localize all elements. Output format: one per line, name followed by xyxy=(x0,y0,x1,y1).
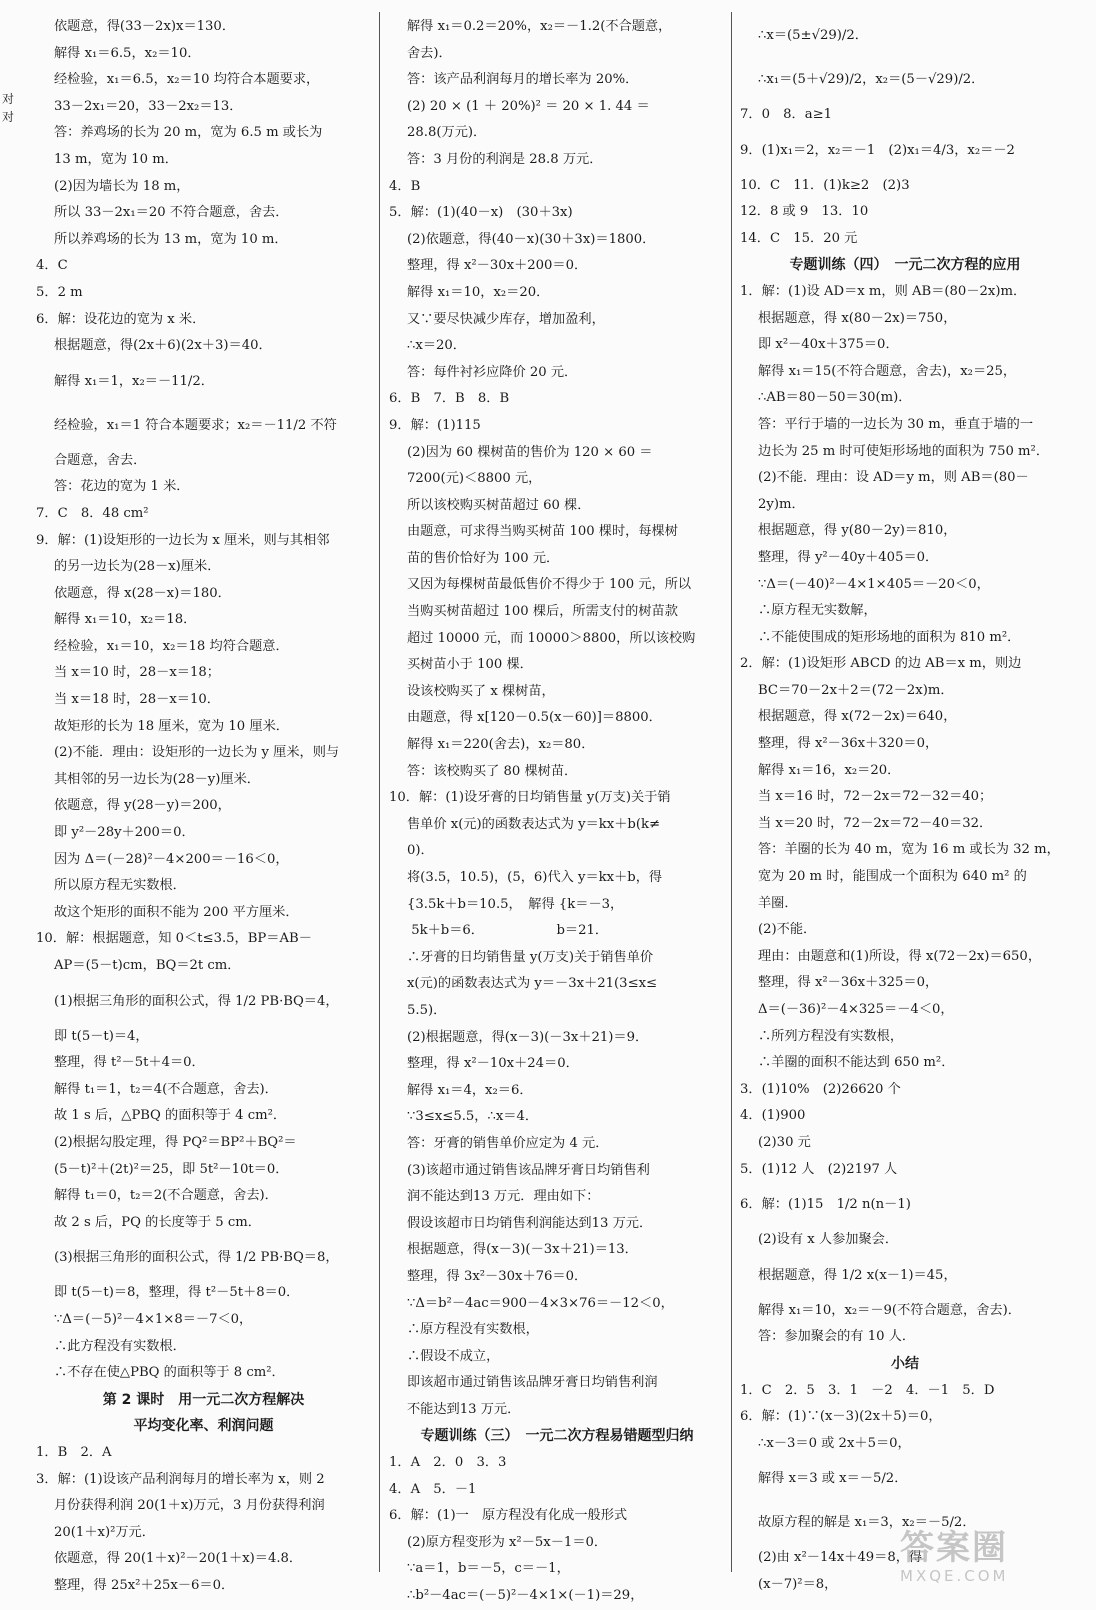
answer-line: 整理，得 x²－36x＋320＝0， xyxy=(758,736,939,752)
answer-line: 6．解：设花边的宽为 x 米． xyxy=(36,311,206,327)
answer-line: 4．(1)900 xyxy=(740,1108,806,1124)
answer-line: (2)不能． xyxy=(758,922,817,938)
column-divider xyxy=(379,12,380,1572)
answer-line: 10．解：(1)设牙膏的日均销售量 y(万支)关于销 xyxy=(389,790,671,806)
answer-line: (2)根据题意，得(x－3)(－3x＋21)＝9． xyxy=(407,1029,649,1045)
answer-line: ∴x＝(5±√29)/2． xyxy=(758,28,868,43)
answer-line: 3．解：(1)设该产品利润每月的增长率为 x，则 2 xyxy=(36,1471,325,1487)
answer-line: 故原方程的解是 x₁＝3，x₂＝－5/2． xyxy=(758,1515,976,1531)
answer-line: 故这个矩形的面积不能为 200 平方厘米． xyxy=(54,904,299,920)
answer-line: (2)设有 x 人参加聚会． xyxy=(758,1232,899,1248)
answer-line: 因为 Δ＝(－28)²－4×200＝－16＜0， xyxy=(54,851,289,867)
answer-line: 售单价 x(元)的函数表达式为 y＝kx＋b(k≠ xyxy=(407,816,661,832)
answer-line: 2．解：(1)设矩形 ABCD 的边 AB＝x m，则边 xyxy=(740,656,1022,672)
answer-line: 10．C 11．(1)k≥2 (2)3 xyxy=(740,177,910,193)
answer-line: 解得 x₁＝15(不符合题意，舍去)，x₂＝25， xyxy=(758,363,1017,379)
answer-line: ∴x＝20． xyxy=(407,338,466,354)
answer-line: 所以养鸡场的长为 13 m，宽为 10 m． xyxy=(54,231,288,247)
answer-line: 当 x＝10 时，28－x＝18； xyxy=(54,665,220,681)
answer-line: 即 t(5－t)＝8，整理，得 t²－5t＋8＝0． xyxy=(54,1285,300,1301)
answer-line: 7．C 8．48 cm² xyxy=(36,505,149,521)
answer-line: AP＝(5－t)cm，BQ＝2t cm． xyxy=(54,958,241,973)
answer-line: 当 x＝18 时，28－x＝10． xyxy=(54,692,220,708)
answer-line: ∴牙膏的日均销售量 y(万支)关于销售单价 xyxy=(407,949,654,965)
section-heading: 专题训练（三） 一元二次方程易错题型归纳 xyxy=(420,1428,694,1445)
answer-line: 3．(1)10% (2)26620 个 xyxy=(740,1081,901,1097)
answer-line: 即该超市通过销售该品牌牙膏日均销售利润 xyxy=(407,1375,658,1391)
answer-line: 羊圈． xyxy=(758,895,798,911)
answer-line: 当 x＝16 时，72－2x＝72－32＝40； xyxy=(758,789,993,805)
answer-line: 9．解：(1)115 xyxy=(389,417,481,433)
answer-line: 不能达到13 万元． xyxy=(407,1401,521,1417)
answer-line: 月份获得利润 20(1＋x)万元，3 月份获得利润 xyxy=(54,1498,325,1514)
answer-line: 根据题意，得 x(72－2x)＝640， xyxy=(758,709,957,725)
answer-line: 7．0 8．a≥1 xyxy=(740,107,833,122)
answer-line: 1．解：(1)设 AD＝x m，则 AB＝(80－2x)m． xyxy=(740,283,1027,299)
answer-line: x(元)的函数表达式为 y＝－3x＋21(3≤x≤ xyxy=(407,976,658,992)
answer-line: ∵Δ＝b²－4ac＝900－4×3×76＝－12＜0， xyxy=(407,1295,674,1311)
answer-line: ∵3≤x≤5.5，∴x＝4． xyxy=(407,1109,539,1125)
answer-line: 所以 33－2x₁＝20 不符合题意，舍去． xyxy=(54,205,289,221)
answer-line: 整理，得 x²－36x＋325＝0， xyxy=(758,975,939,991)
answer-line: 根据题意，得 1/2 x(x－1)＝45， xyxy=(758,1267,957,1283)
answer-line: (2)原方程变形为 x²－5x－1＝0． xyxy=(407,1534,608,1550)
answer-line: (2)不能．理由：设矩形的一边长为 y 厘米，则与 xyxy=(54,745,340,761)
answer-line: 6．解：(1)一 原方程没有化成一般形式 xyxy=(389,1508,628,1524)
answer-line: BC＝70－2x＋2＝(72－2x)m． xyxy=(758,682,954,698)
answer-line: ∴不存在使△PBQ 的面积等于 8 cm²． xyxy=(54,1365,285,1381)
answer-line: 依题意，得 20(1＋x)²－20(1＋x)＝4.8． xyxy=(54,1551,303,1567)
answer-line: 5．2 m xyxy=(36,284,83,300)
answer-line: 所以该校购买树苗超过 60 棵． xyxy=(407,497,591,513)
answer-line: 将(3.5，10.5)，(5，6)代入 y＝kx＋b，得 xyxy=(407,870,663,885)
answer-line: 4．C xyxy=(36,258,68,274)
answer-line: 1．B 2．A xyxy=(36,1444,112,1460)
answer-line: 根据题意，得 x(80－2x)＝750， xyxy=(758,310,957,326)
answer-line: ∴所列方程没有实数根， xyxy=(758,1028,904,1044)
column-right xyxy=(740,14,1070,1599)
answer-line: 整理，得 t²－5t＋4＝0． xyxy=(54,1055,205,1071)
answer-line: 解得 t₁＝1，t₂＝4(不合题意，舍去)． xyxy=(54,1081,278,1097)
answer-line: 答：参加聚会的有 10 人． xyxy=(758,1329,916,1345)
answer-line: 整理，得 y²－40y＋405＝0． xyxy=(758,549,939,565)
answer-line: (2)由 x²－14x＋49＝8，得 xyxy=(758,1550,923,1566)
answer-line: Δ＝(－36)²－4×325＝－4＜0， xyxy=(758,1002,954,1017)
answer-line: 14．C 15．20 元 xyxy=(740,230,858,246)
answer-line: 依题意，得 y(28－y)＝200， xyxy=(54,798,231,814)
answer-line: 超过 10000 元，而 10000＞8800，所以该校购 xyxy=(407,630,696,646)
watermark xyxy=(900,1520,1092,1592)
column-divider xyxy=(731,12,732,1572)
answer-line: 5k＋b＝6． b＝21． xyxy=(407,923,609,939)
answer-line: 舍去)． xyxy=(407,45,452,61)
answer-line: 边长为 25 m 时可使矩形场地的面积为 750 m²． xyxy=(758,443,1050,459)
answer-line: 答：每件衬衫应降价 20 元． xyxy=(407,364,578,380)
answer-line: 4．A 5．－1 xyxy=(389,1481,477,1497)
answer-line: (2)30 元 xyxy=(758,1134,811,1150)
answer-line: 买树苗小于 100 棵． xyxy=(407,657,533,673)
answer-line: 解得 x＝3 或 x＝－5/2． xyxy=(758,1471,908,1487)
answer-line: 故 2 s 后，PQ 的长度等于 5 cm． xyxy=(54,1214,261,1230)
answer-line: ∴b²－4ac＝(－5)²－4×1×(－1)＝29， xyxy=(407,1588,644,1604)
answer-line: 13 m，宽为 10 m． xyxy=(54,151,178,167)
answer-line: 答：该产品利润每月的增长率为 20%． xyxy=(407,72,639,88)
answer-line: 整理，得 x²－30x＋200＝0． xyxy=(407,258,588,274)
answer-line: 5．解：(1)(40－x) (30＋3x) xyxy=(389,205,573,221)
answer-line: 苗的售价恰好为 100 元． xyxy=(407,550,560,566)
answer-line: 经检验，x₁＝6.5，x₂＝10 均符合本题要求， xyxy=(54,72,320,88)
answer-line: 6．解：(1)15 1/2 n(n－1) xyxy=(740,1197,911,1213)
answer-line: (2)不能．理由：设 AD＝y m，则 AB＝(80－ xyxy=(758,470,1029,486)
answer-line: 解得 x₁＝16，x₂＝20． xyxy=(758,762,901,778)
answer-line: (5－t)²＋(2t)²＝25，即 5t²－10t＝0． xyxy=(54,1161,289,1177)
answer-line: 解得 t₁＝0，t₂＝2(不合题意，舍去)． xyxy=(54,1188,278,1204)
answer-line: 解得 x₁＝0.2＝20%，x₂＝－1.2(不合题意， xyxy=(407,19,672,34)
margin-mark: 对 对 xyxy=(2,92,15,124)
answer-line: ∴原方程无实数解， xyxy=(758,603,877,619)
answer-line: 设该校购买了 x 棵树苗， xyxy=(407,683,555,699)
answer-line: 合题意，舍去． xyxy=(54,452,147,468)
answer-line: 即 y²－28y＋200＝0． xyxy=(54,825,195,841)
answer-line: 答：花边的宽为 1 米． xyxy=(54,479,190,495)
answer-line: 所以原方程无实数根． xyxy=(54,878,186,894)
answer-line: 又∵要尽快减少库存，增加盈利， xyxy=(407,311,605,327)
answer-line: 润不能达到13 万元．理由如下： xyxy=(407,1189,600,1205)
answer-line: 宽为 20 m 时，能围成一个面积为 640 m² 的 xyxy=(758,869,1027,885)
answer-line: 答：3 月份的利润是 28.8 万元． xyxy=(407,151,603,167)
answer-line: 当 x＝20 时，72－2x＝72－40＝32． xyxy=(758,815,993,831)
answer-line: 整理，得 x²－10x＋24＝0． xyxy=(407,1056,579,1072)
answer-line: 答：羊圈的长为 40 m，宽为 16 m 或长为 32 m， xyxy=(758,842,1060,858)
column-left xyxy=(36,14,371,1599)
answer-line: (2)因为 60 棵树苗的售价为 120 × 60 ＝ xyxy=(407,444,653,460)
answer-line: 5．(1)12 人 (2)2197 人 xyxy=(740,1161,898,1177)
answer-line: 答：平行于墙的一边长为 30 m，垂直于墙的一 xyxy=(758,416,1034,432)
answer-line: (x－7)²＝8， xyxy=(758,1576,838,1592)
answer-line: ∴假设不成立， xyxy=(407,1348,500,1364)
answer-line: 7200(元)＜8800 元， xyxy=(407,471,542,487)
answer-line: ∴羊圈的面积不能达到 650 m²． xyxy=(758,1055,955,1071)
answer-line: 20(1＋x)²万元． xyxy=(54,1524,155,1540)
answer-line: (2) 20 × (1 ＋ 20%)² ＝ 20 × 1. 44 ＝ xyxy=(407,98,650,114)
answer-line: 6．解：(1)∵(x－3)(2x＋5)＝0， xyxy=(740,1409,942,1425)
answer-line: ∵Δ＝(－40)²－4×1×405＝－20＜0， xyxy=(758,576,990,592)
column-middle xyxy=(389,14,725,1610)
answer-line: ∴原方程没有实数根， xyxy=(407,1322,539,1338)
answer-line: 依题意，得 x(28－x)＝180． xyxy=(54,585,231,601)
answer-line: ∴此方程没有实数根． xyxy=(54,1338,186,1354)
answer-line: (3)该超市通过销售该品牌牙膏日均销售利 xyxy=(407,1162,650,1178)
answer-line: 故 1 s 后，△PBQ 的面积等于 4 cm²． xyxy=(54,1108,287,1124)
answer-line: ∵Δ＝(－5)²－4×1×8＝－7＜0， xyxy=(54,1311,253,1327)
answer-line: 理由：由题意和(1)所设，得 x(72－2x)＝650， xyxy=(758,948,1042,964)
answer-line: 依题意，得(33－2x)x＝130． xyxy=(54,19,236,34)
answer-line: 答：养鸡场的长为 20 m，宽为 6.5 m 或长为 xyxy=(54,125,323,141)
answer-line: 其相邻的另一边长为(28－y)厘米． xyxy=(54,771,260,787)
answer-line: (2)根据勾股定理，得 PQ²＝BP²＋BQ²＝ xyxy=(54,1134,297,1150)
answer-line: 解得 x₁＝10，x₂＝－9(不符合题意，舍去)． xyxy=(758,1302,1021,1318)
answer-line: 即 t(5－t)＝4， xyxy=(54,1028,149,1044)
answer-line: 12．8 或 9 13．10 xyxy=(740,204,869,220)
answer-line: 根据题意，得(2x＋6)(2x＋3)＝40． xyxy=(54,338,272,354)
answer-line: 10．解：根据题意，知 0＜t≤3.5，BP＝AB－ xyxy=(36,931,312,947)
answer-line: 解得 x₁＝10，x₂＝18． xyxy=(54,612,197,628)
watermark-url: MXQE.COM xyxy=(900,1567,1009,1585)
answer-line: 解得 x₁＝1，x₂＝－11/2． xyxy=(54,373,214,389)
answer-line: 答：牙膏的销售单价应定为 4 元． xyxy=(407,1135,609,1151)
section-heading: 小结 xyxy=(891,1355,919,1372)
answer-line: 解得 x₁＝10，x₂＝20． xyxy=(407,284,550,300)
answer-line: 28.8(万元)． xyxy=(407,125,487,141)
answer-line: 根据题意，得 y(80－2y)＝810， xyxy=(758,523,957,539)
answer-line: 解得 x₁＝220(舍去)，x₂＝80． xyxy=(407,737,595,753)
answer-line: 5.5)． xyxy=(407,1002,447,1018)
answer-line: 1．A 2．0 3．3 xyxy=(389,1455,507,1471)
answer-line: 0)． xyxy=(407,843,434,859)
answer-line: 1．C 2．5 3．1 －2 4．－1 5．D xyxy=(740,1382,995,1398)
answer-line: (3)根据三角形的面积公式，得 1/2 PB·BQ＝8， xyxy=(54,1250,339,1266)
answer-line: ∴x－3＝0 或 2x＋5＝0， xyxy=(758,1435,911,1451)
answer-line: (2)依题意，得(40－x)(30＋3x)＝1800． xyxy=(407,231,656,247)
answer-line: 整理，得 25x²＋25x－6＝0． xyxy=(54,1577,235,1593)
watermark-logo: 答案圈 xyxy=(900,1528,1008,1568)
answer-line: 经检验，x₁＝1 符合本题要求；x₂＝－11/2 不符 xyxy=(54,417,337,433)
answer-line: 经检验，x₁＝10，x₂＝18 均符合题意． xyxy=(54,638,289,654)
answer-line: 由题意，可求得当购买树苗 100 棵时，每棵树 xyxy=(407,524,678,540)
answer-line: 又因为每棵树苗最低售价不得少于 100 元，所以 xyxy=(407,577,692,593)
answer-line: 解得 x₁＝6.5，x₂＝10． xyxy=(54,45,201,61)
answer-line: 即 x²－40x＋375＝0． xyxy=(758,337,899,353)
answer-line: 答：该校购买了 80 棵树苗． xyxy=(407,763,578,779)
answer-line: 解得 x₁＝4，x₂＝6． xyxy=(407,1082,533,1098)
answer-line: 根据题意，得(x－3)(－3x＋21)＝13． xyxy=(407,1242,638,1258)
answer-line: 9．(1)x₁＝2，x₂＝－1 (2)x₁＝4/3，x₂＝－2 xyxy=(740,142,1015,158)
answer-line: 的另一边长为(28－x)厘米． xyxy=(54,559,221,575)
answer-line: 当购买树苗超过 100 棵后，所需支付的树苗款 xyxy=(407,604,678,620)
answer-line: {3.5k＋b＝10.5， 解得 {k＝－3， xyxy=(407,896,624,912)
answer-line: ∴AB＝80－50＝30(m)． xyxy=(758,390,912,406)
section-heading: 专题训练（四） 一元二次方程的应用 xyxy=(789,257,1021,274)
answer-line: (2)因为墙长为 18 m， xyxy=(54,178,190,194)
answer-line: ∴x₁＝(5＋√29)/2，x₂＝(5－√29)/2． xyxy=(758,72,985,87)
answer-line: 6．B 7．B 8．B xyxy=(389,391,510,407)
answer-line: 2y)m． xyxy=(758,496,805,512)
answer-line: 故矩形的长为 18 厘米，宽为 10 厘米． xyxy=(54,718,289,734)
answer-line: 整理，得 3x²－30x＋76＝0． xyxy=(407,1268,588,1284)
section-heading: 第 2 课时 用一元二次方程解决 xyxy=(102,1391,305,1408)
section-heading: 平均变化率、利润问题 xyxy=(133,1418,274,1435)
answer-line: ∵a＝1，b＝－5，c＝－1， xyxy=(407,1561,570,1577)
answer-line: 4．B xyxy=(389,178,421,194)
answer-line: 33－2x₁＝20，33－2x₂＝13． xyxy=(54,98,243,114)
answer-line: ∴不能使围成的矩形场地的面积为 810 m²． xyxy=(758,629,1021,645)
answer-line: 9．解：(1)设矩形的一边长为 x 厘米，则与其相邻 xyxy=(36,532,330,548)
answer-line: 由题意，得 x[120－0.5(x－60)]＝8800． xyxy=(407,710,662,726)
answer-line: 假设该超市日均销售利润能达到13 万元． xyxy=(407,1215,653,1231)
answer-line: (1)根据三角形的面积公式，得 1/2 PB·BQ＝4， xyxy=(54,993,339,1009)
